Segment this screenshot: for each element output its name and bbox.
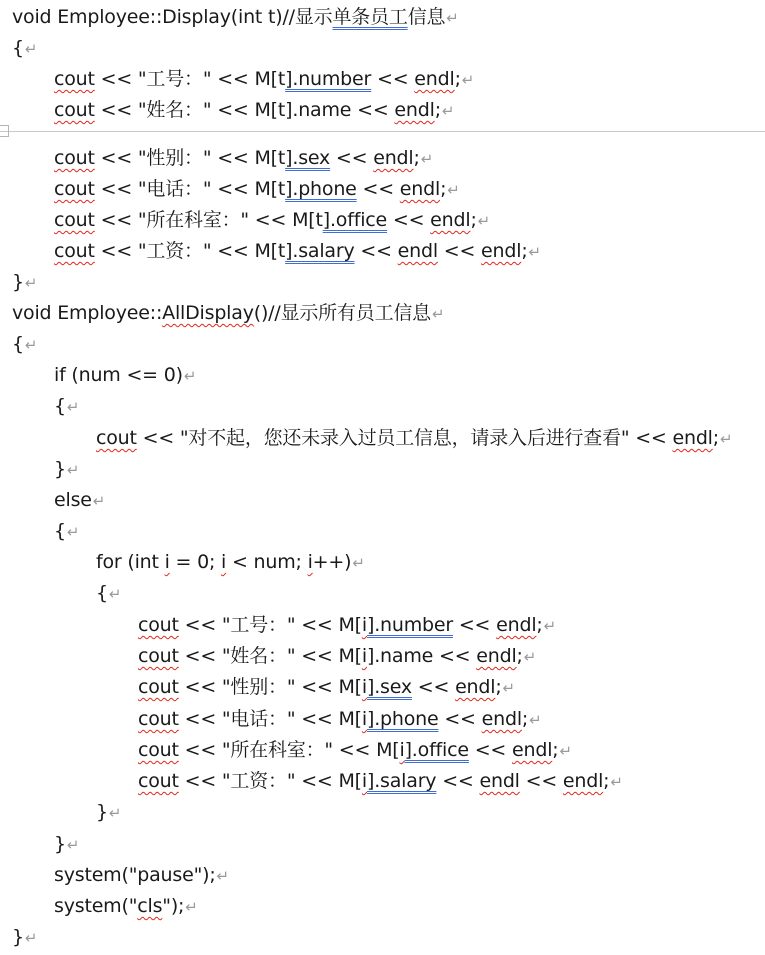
code-line [54, 829, 79, 860]
spelling-flagged-text: cout [138, 708, 179, 730]
paragraph-mark-icon: ↵ [24, 40, 38, 58]
paragraph-mark-icon: ↵ [66, 836, 80, 854]
code-text: << "性别：" << M[ [178, 676, 362, 698]
code-text: ].name << [366, 645, 477, 667]
spelling-flagged-text: i [164, 551, 170, 573]
spelling-flagged-text: cout [138, 676, 179, 698]
paragraph-mark-icon: ↵ [66, 523, 80, 541]
code-text: << [468, 739, 512, 761]
paragraph-mark-icon: ↵ [92, 492, 106, 510]
spelling-flagged-text: cout [138, 770, 179, 792]
paragraph-mark-icon: ↵ [108, 804, 122, 822]
spelling-flagged-text: cls [137, 895, 163, 917]
code-text: ; [552, 739, 559, 761]
code-line [138, 735, 572, 766]
paragraph-mark-icon: ↵ [477, 212, 491, 230]
code-text: << [437, 240, 482, 262]
grammar-flagged-text: ].phone [366, 708, 439, 730]
code-text: 信息 [407, 6, 446, 28]
paragraph-mark-icon: ↵ [502, 679, 515, 697]
grammar-flagged-text: ].office [322, 209, 388, 231]
code-line [54, 391, 79, 422]
code-line [96, 423, 732, 454]
code-text: << "工资：" << M[ [178, 770, 362, 792]
spelling-flagged-text: endl [430, 209, 471, 231]
code-text: ; [434, 99, 441, 121]
code-text: system(" [54, 895, 138, 917]
code-text: { [12, 333, 24, 355]
code-text: << [436, 770, 480, 792]
code-line [54, 485, 105, 516]
code-text: ; [495, 676, 502, 698]
code-line [96, 578, 121, 609]
spelling-flagged-text: endl [394, 99, 435, 121]
paragraph-mark-icon: ↵ [183, 367, 197, 385]
code-line [54, 205, 490, 236]
code-text: << [387, 209, 431, 231]
code-text: << "性别：" << M[t [94, 147, 286, 169]
code-line [54, 860, 229, 891]
paragraph-mark-icon: ↵ [352, 554, 365, 572]
paragraph-mark-icon: ↵ [108, 585, 122, 603]
spelling-flagged-text: cout [54, 178, 95, 200]
spelling-flagged-text: i [221, 551, 227, 573]
code-text: if (num <= 0) [54, 364, 183, 386]
code-text: void Employee:: [12, 302, 163, 324]
code-text: ; [603, 770, 610, 792]
code-text: ; [516, 645, 523, 667]
paragraph-mark-icon: ↵ [461, 71, 475, 89]
spelling-flagged-text: endl [399, 178, 441, 200]
code-text: { [12, 37, 24, 59]
paragraph-mark-icon: ↵ [216, 867, 229, 885]
spelling-flagged-text: endl [397, 240, 438, 262]
code-text: << [519, 770, 563, 792]
code-text: } [54, 833, 66, 855]
code-text: for (int [96, 551, 165, 573]
code-text: ; [521, 240, 528, 262]
code-text: << "所在科室：" << M[ [178, 739, 400, 761]
code-text: "); [162, 895, 185, 917]
code-text: << [354, 240, 398, 262]
code-text: ++) [312, 551, 352, 573]
code-line [12, 267, 37, 298]
grammar-flagged-text: ].number [366, 614, 453, 636]
spelling-flagged-text: endl [672, 427, 713, 449]
code-line [54, 95, 454, 126]
code-line [12, 329, 37, 360]
code-text: ; [536, 614, 543, 636]
code-text: << "姓名：" << M[t].name << [94, 99, 395, 121]
code-line [54, 891, 198, 922]
spelling-flagged-text: i [307, 551, 313, 573]
code-text: system("pause"); [54, 864, 216, 886]
code-text: < num; [226, 551, 308, 573]
paragraph-mark-icon: ↵ [719, 430, 733, 448]
paragraph-mark-icon: ↵ [528, 243, 541, 261]
code-text: << [453, 614, 497, 636]
code-text: { [54, 520, 66, 542]
code-text: ; [454, 68, 461, 90]
paragraph-mark-icon: ↵ [446, 9, 459, 27]
code-text: << "工资：" << M[t [94, 240, 286, 262]
code-line [54, 236, 541, 267]
code-line [96, 547, 365, 578]
code-line [12, 33, 37, 64]
spelling-flagged-text: cout [54, 68, 95, 90]
paragraph-mark-icon: ↵ [24, 336, 38, 354]
page-break-marker [0, 125, 9, 137]
code-line [54, 64, 474, 95]
code-text: void Employee::Display(int t)//显示 [12, 6, 333, 28]
paragraph-mark-icon: ↵ [523, 648, 537, 666]
code-text: } [54, 458, 66, 480]
code-text: } [12, 926, 24, 948]
paragraph-mark-icon: ↵ [24, 929, 38, 947]
code-line [54, 454, 79, 485]
spelling-flagged-text: cout [138, 614, 179, 636]
page-break-line [0, 131, 765, 132]
code-line [138, 766, 623, 797]
spelling-flagged-text: i [361, 614, 367, 636]
code-text: { [96, 582, 108, 604]
code-text: << "对不起，您还未录入过员工信息，请录入后进行查看" << [136, 427, 673, 449]
spelling-flagged-text: i [361, 708, 367, 730]
spelling-flagged-text: endl [455, 676, 496, 698]
grammar-flagged-text: 单条员工 [332, 6, 408, 28]
spelling-flagged-text: endl [496, 614, 537, 636]
spelling-flagged-text: endl [562, 770, 604, 792]
code-text: << [330, 147, 374, 169]
paragraph-mark-icon: ↵ [24, 274, 38, 292]
grammar-flagged-text: ].salary [285, 240, 355, 262]
paragraph-mark-icon: ↵ [185, 898, 198, 916]
paragraph-mark-icon: ↵ [420, 150, 434, 168]
spelling-flagged-text: cout [54, 209, 95, 231]
spelling-flagged-text: i [361, 676, 367, 698]
spelling-flagged-text: endl [479, 770, 520, 792]
code-text: << "工号：" << M[ [178, 614, 362, 636]
spelling-flagged-text: endl [481, 708, 522, 730]
paragraph-mark-icon: ↵ [447, 181, 460, 199]
code-line [138, 704, 541, 735]
spelling-flagged-text: cout [138, 645, 179, 667]
code-text: << "电话：" << M[ [178, 708, 362, 730]
spelling-flagged-text: endl [512, 739, 553, 761]
spelling-flagged-text: i [361, 645, 367, 667]
code-line [12, 922, 37, 953]
grammar-flagged-text: ].sex [285, 147, 331, 169]
code-text: ; [712, 427, 719, 449]
code-line [138, 610, 556, 641]
grammar-flagged-text: ].number [285, 68, 372, 90]
code-text: << "工号：" << M[t [94, 68, 286, 90]
grammar-flagged-text: ].office [404, 739, 469, 761]
grammar-flagged-text: ].salary [366, 770, 437, 792]
code-text: << "姓名：" << M[ [178, 645, 362, 667]
code-text: ; [470, 209, 477, 231]
spelling-flagged-text: cout [54, 240, 95, 262]
spelling-flagged-text: endl [373, 147, 414, 169]
code-text: << "电话：" << M[t [94, 178, 286, 200]
code-text: << [438, 708, 482, 730]
paragraph-mark-icon: ↵ [559, 742, 572, 760]
spelling-flagged-text: endl [476, 645, 517, 667]
code-text: << "所在科室：" << M[t [94, 209, 323, 231]
spelling-flagged-text: cout [138, 739, 179, 761]
code-text: << [356, 178, 400, 200]
spelling-flagged-text: endl [481, 240, 522, 262]
code-text: else [54, 489, 92, 511]
code-text: ; [413, 147, 420, 169]
code-text: ; [521, 708, 529, 730]
code-line [138, 672, 515, 703]
paragraph-mark-icon: ↵ [66, 398, 80, 416]
code-line [54, 174, 460, 205]
code-text: } [12, 271, 24, 293]
paragraph-mark-icon: ↵ [441, 102, 455, 120]
grammar-flagged-text: ].sex [366, 676, 412, 698]
grammar-flagged-text: ].phone [285, 178, 357, 200]
spelling-flagged-text: i [399, 739, 405, 761]
spelling-flagged-text: AllDisplay [162, 302, 254, 324]
code-text: = 0; [169, 551, 222, 573]
code-line [12, 298, 444, 329]
spelling-flagged-text: endl [414, 68, 455, 90]
code-line [96, 797, 121, 828]
code-text: } [96, 801, 108, 823]
spelling-flagged-text: cout [54, 99, 95, 121]
code-text: << [411, 676, 456, 698]
code-text: { [54, 395, 66, 417]
paragraph-mark-icon: ↵ [66, 461, 80, 479]
code-line [54, 516, 79, 547]
paragraph-mark-icon: ↵ [431, 305, 445, 323]
paragraph-mark-icon: ↵ [529, 711, 542, 729]
code-line [54, 143, 433, 174]
paragraph-mark-icon: ↵ [610, 773, 623, 791]
spelling-flagged-text: cout [54, 147, 95, 169]
spelling-flagged-text: cout [96, 427, 137, 449]
code-line [138, 641, 536, 672]
code-text: ()//显示所有员工信息 [253, 302, 431, 324]
code-text: << [371, 68, 415, 90]
paragraph-mark-icon: ↵ [543, 617, 556, 635]
code-text: ; [440, 178, 447, 200]
spelling-flagged-text: i [361, 770, 367, 792]
code-line [12, 2, 459, 33]
code-line [54, 360, 196, 391]
